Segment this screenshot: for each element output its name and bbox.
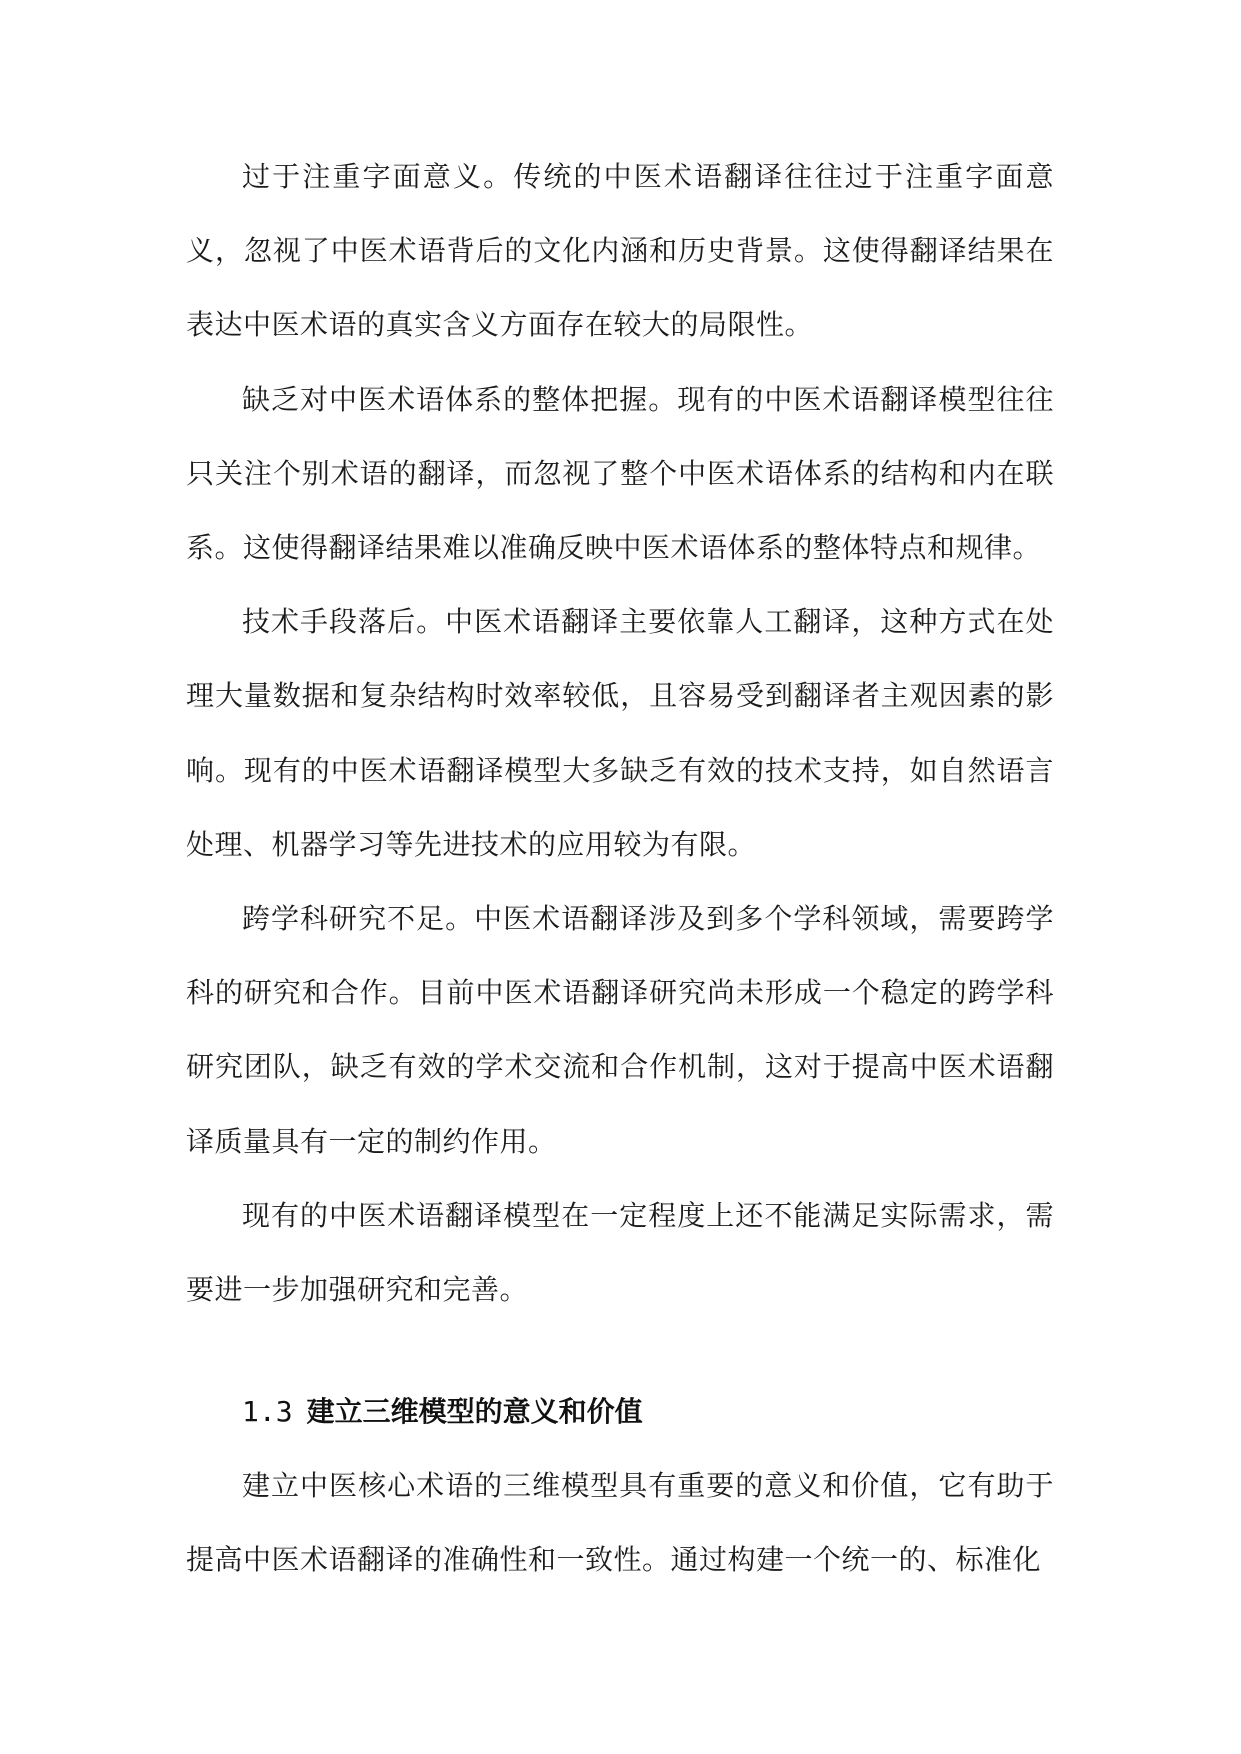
paragraph-summary: 现有的中医术语翻译模型在一定程度上还不能满足实际需求，需要进一步加强研究和完善。 — [186, 1198, 1054, 1307]
paragraph-technology: 技术手段落后。中医术语翻译主要依靠人工翻译，这种方式在处理大量数据和复杂结构时效率较低，且容易受到翻译者主观因素的影响。现有的中医术语翻译模型大多缺乏有效的技术支持，如自然语言处理、机器学习等先进技术的应用较为有限。 — [186, 605, 1054, 861]
paragraph-interdisciplinary: 跨学科研究不足。中医术语翻译涉及到多个学科领域，需要跨学科的研究和合作。目前中医术语翻译研究尚未形成一个稳定的跨学科研究团队，缺乏有效的学术交流和合作机制，这对于提高中医术语翻译质量具有一定的制约作用。 — [186, 902, 1054, 1158]
document-body — [186, 140, 1054, 1598]
section-title: 建立三维模型的意义和价值 — [306, 1395, 643, 1429]
paragraph-literal-meaning: 过于注重字面意义。传统的中医术语翻译往往过于注重字面意义，忽视了中医术语背后的文化内涵和历史背景。这使得翻译结果在表达中医术语的真实含义方面存在较大的局限性。 — [186, 160, 1054, 342]
section-number: 1.3 — [242, 1395, 293, 1429]
paragraph-section-intro: 建立中医核心术语的三维模型具有重要的意义和价值，它有助于提高中医术语翻译的准确性和一致性。通过构建一个统一的、标准化 — [186, 1469, 1054, 1577]
paragraph-system-grasp: 缺乏对中医术语体系的整体把握。现有的中医术语翻译模型往往只关注个别术语的翻译，而忽视了整个中医术语体系的结构和内在联系。这使得翻译结果难以准确反映中医术语体系的整体特点和规律。 — [186, 382, 1054, 565]
section-heading — [186, 1375, 1054, 1449]
